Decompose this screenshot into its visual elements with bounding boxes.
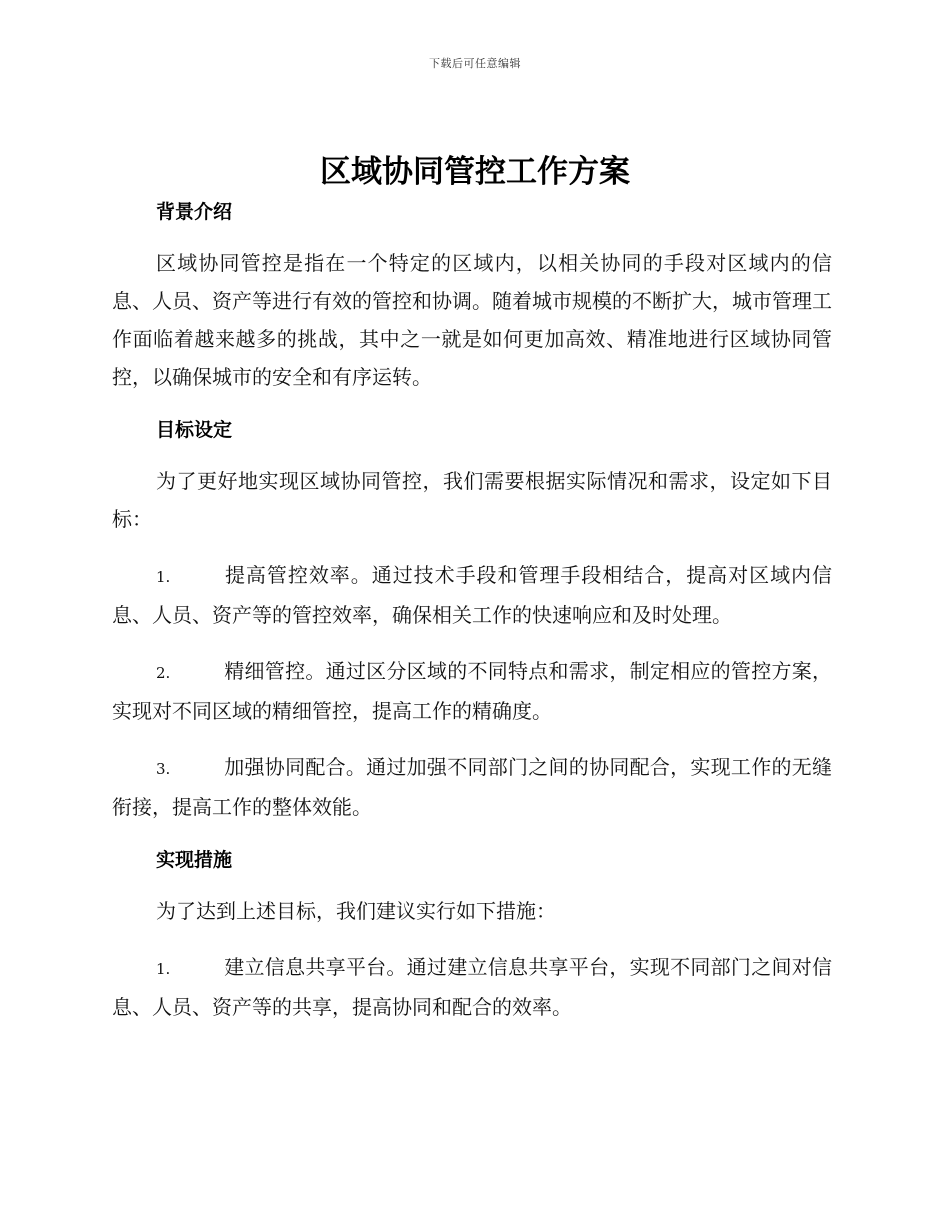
section-heading-goals: 目标设定 [156, 419, 233, 441]
goal-list-item-3 [112, 748, 832, 826]
measure-list-item-1 [112, 948, 832, 1026]
background-paragraph: 区域协同管控是指在一个特定的区域内，以相关协同的手段对区域内的信息、人员、资产等进行有效的管控和协调。随着城市规模的不断扩大，城市管理工作面临着越来越多的挑战，其中之一就是如何更加高效、精准地进行区域协同管控，以确保城市的安全和有序运转。 [112, 251, 832, 389]
section-heading-background: 背景介绍 [156, 201, 233, 223]
goal-list-item-1 [112, 556, 832, 634]
document-title: 区域协同管控工作方案 [320, 154, 630, 190]
list-item-number: 3. [156, 760, 171, 778]
list-item-number: 1. [156, 960, 171, 978]
goals-intro-paragraph: 为了更好地实现区域协同管控，我们需要根据实际情况和需求，设定如下目标： [112, 469, 832, 531]
list-item-number: 2. [156, 664, 171, 682]
list-item-text: 建立信息共享平台。通过建立信息共享平台，实现不同部门之间对信息、人员、资产等的共享，提高协同和配合的效率。 [112, 955, 832, 1019]
measures-intro-paragraph: 为了达到上述目标，我们建议实行如下措施： [156, 899, 556, 923]
goal-list-item-2 [112, 652, 832, 730]
list-item-text: 精细管控。通过区分区域的不同特点和需求，制定相应的管控方案，实现对不同区域的精细管控，提高工作的精确度。 [112, 659, 832, 723]
list-item-text: 提高管控效率。通过技术手段和管理手段相结合，提高对区域内信息、人员、资产等的管控效率，确保相关工作的快速响应和及时处理。 [112, 563, 832, 627]
page-header-note: 下载后可任意编辑 [429, 57, 521, 70]
section-heading-measures: 实现措施 [156, 849, 233, 871]
list-item-number: 1. [156, 568, 171, 586]
list-item-text: 加强协同配合。通过加强不同部门之间的协同配合，实现工作的无缝衔接，提高工作的整体效能。 [112, 755, 832, 819]
document-body [112, 198, 832, 1026]
